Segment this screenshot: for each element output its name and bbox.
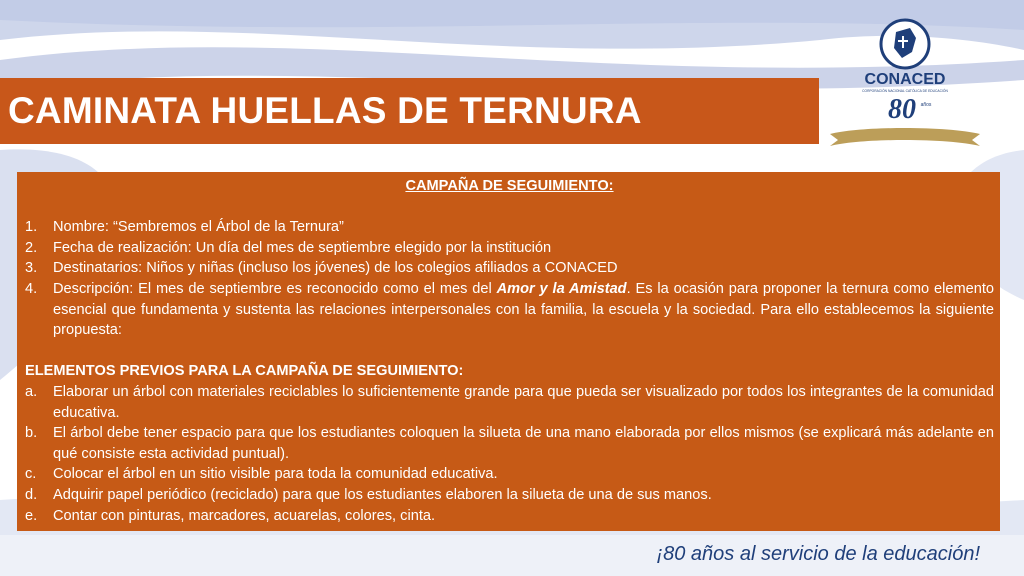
- list-marker: e.: [25, 507, 38, 524]
- list-marker: 2.: [25, 239, 38, 256]
- list-item: [25, 279, 994, 341]
- content-panel: [17, 172, 1000, 531]
- list-marker: a.: [25, 383, 38, 400]
- list-marker: b.: [25, 425, 38, 442]
- list-marker: c.: [25, 466, 37, 483]
- list-item: [25, 464, 994, 485]
- list-item-text: Descripción: El mes de septiembre es reconocido como el mes del: [53, 280, 497, 297]
- list-item-text: . Es la ocasión para proponer la ternura como elemento esencial que fundamenta y sustenta las relaciones interpersonales con la familia, la escuela y la sociedad. Para ello establecemos la siguiente propuesta:: [53, 280, 995, 339]
- list-item: [25, 485, 994, 506]
- conaced-logo: [822, 14, 987, 149]
- logo-anniversary: 80: [888, 94, 916, 125]
- list-item: [25, 258, 994, 279]
- list-marker: d.: [25, 486, 38, 503]
- list-marker: 4.: [25, 280, 38, 297]
- title-bar: [0, 78, 819, 144]
- tagline: ¡80 años al servicio de la educación!: [656, 543, 980, 565]
- list-item-text: Contar con pinturas, marcadores, acuarelas, colores, cinta.: [53, 507, 436, 524]
- list-marker: 3.: [25, 260, 38, 277]
- list-item-text: Colocar el árbol en un sitio visible para toda la comunidad educativa.: [53, 466, 498, 483]
- elements-heading: ELEMENTOS PREVIOS PARA LA CAMPAÑA DE SEGUIMIENTO:: [25, 363, 464, 380]
- list-marker: 1.: [25, 219, 38, 236]
- list-item: [25, 382, 994, 423]
- elements-list: [25, 382, 994, 526]
- list-item: [25, 506, 994, 527]
- list-item: [25, 238, 994, 259]
- emphasis-text: Amor y la Amistad: [496, 280, 627, 297]
- list-item-text: Fecha de realización: Un día del mes de septiembre elegido por la institución: [53, 239, 552, 256]
- logo-name: CONACED: [864, 71, 946, 88]
- list-item-text: Destinatarios: Niños y niñas (incluso los jóvenes) de los colegios afiliados a CONACED: [53, 260, 618, 277]
- list-item-text: Elaborar un árbol con materiales reciclables lo suficientemente grande para que pueda ser visualizado por todos los integrantes de la comunidad educativa.: [53, 383, 994, 421]
- campaign-list: [25, 217, 994, 341]
- list-item: [25, 217, 994, 238]
- logo-subtitle: CORPORACIÓN NACIONAL CATÓLICA DE EDUCACIÓN: [862, 89, 948, 93]
- campaign-heading: CAMPAÑA DE SEGUIMIENTO:: [405, 178, 614, 194]
- logo-anniversary-label: años: [920, 102, 932, 108]
- list-item: [25, 423, 994, 464]
- list-item-text: El árbol debe tener espacio para que los estudiantes coloquen la silueta de una mano elaborada por ellos mismos (se explicará más adelante en qué consiste esta actividad puntual).: [53, 425, 994, 462]
- slide-title: CAMINATA HUELLAS DE TERNURA: [8, 90, 642, 131]
- list-item-text: Nombre: “Sembremos el Árbol de la Ternura”: [53, 219, 344, 236]
- list-item-text: Adquirir papel periódico (reciclado) para que los estudiantes elaboren la silueta de una de sus manos.: [53, 486, 712, 503]
